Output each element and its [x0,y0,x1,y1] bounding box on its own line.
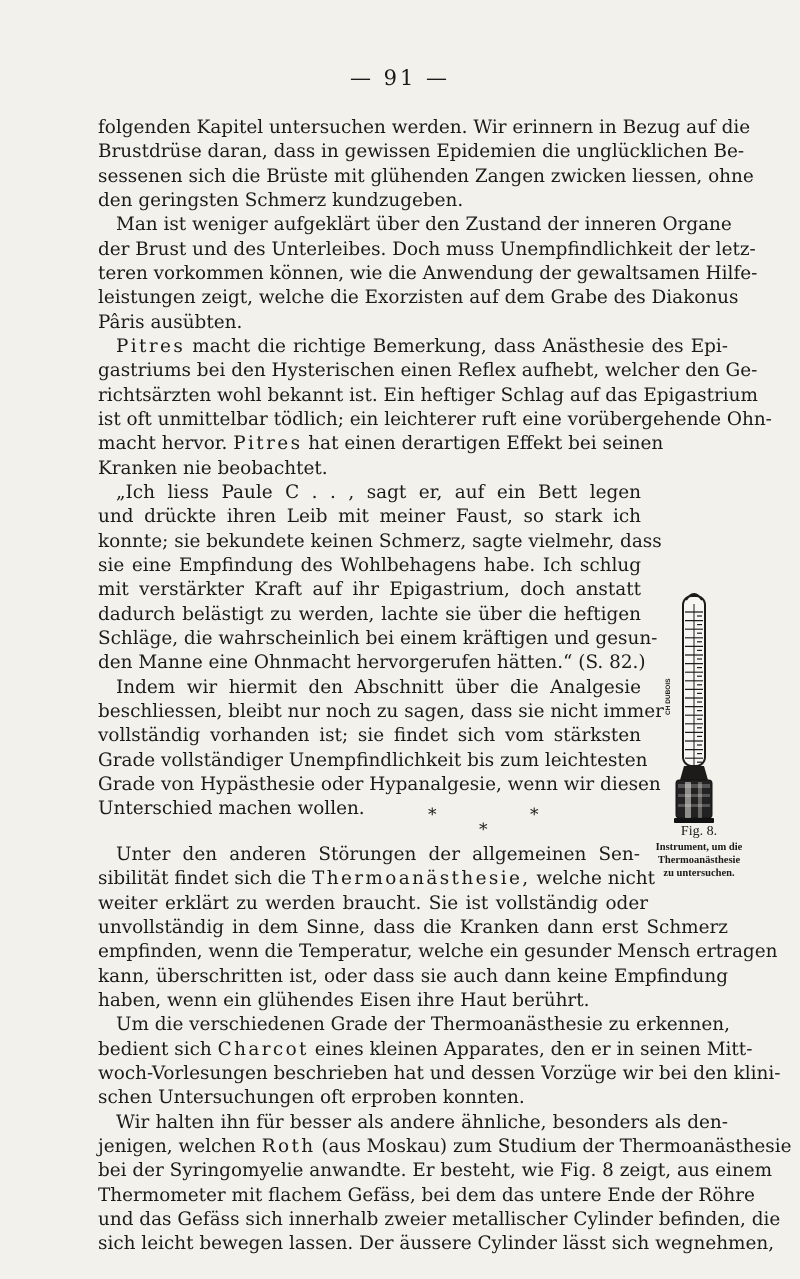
maker-mark: CH DUBOIS [665,678,672,715]
text-line: Pâris ausübten. [98,312,243,333]
text-line: weiter erklärt zu werden braucht. Sie ist vollständig oder [98,893,648,914]
text-line: dadurch belästigt zu werden, lachte sie über die heftigen [98,604,641,625]
page-number: — 91 — [349,66,451,90]
author-name: Roth [261,1136,316,1157]
text-line: und das Gefäss sich innerhalb zweier metallischer Cylinder befinden, die [98,1209,781,1230]
text-line: sessenen sich die Brüste mit glühenden Zangen zwicken liessen, ohne [98,166,754,187]
text-line: ist oft unmittelbar tödlich; ein leichterer ruft eine vorübergehende Ohn- [98,409,772,430]
text-line: Pitres macht die richtige Bemerkung, dass Anästhesie des Epi- [116,336,728,357]
author-name: Pitres [116,336,186,357]
text-line: Schläge, die wahrscheinlich bei einem kräftigen und gesun- [98,628,658,649]
text-line: jenigen, welchen Roth (aus Moskau) zum Studium der Thermoanästhesie [98,1136,792,1157]
text-line: Unterschied machen wollen. [98,798,365,819]
star: * [428,805,437,825]
text-line: Unter den anderen Störungen der allgemeinen Sen- [116,844,640,865]
author-name: Charcot [217,1039,309,1060]
author-name: Pitres [233,433,303,454]
text-line: und drückte ihren Leib mit meiner Faust, so stark ich [98,506,641,527]
text-line: macht hervor. Pitres hat einen derartigen Effekt bei seinen [98,433,664,454]
text-line: Grade vollständiger Unempfindlichkeit bis zum leichtesten [98,750,648,771]
section-break-stars [428,805,548,841]
text-line: unvollständig in dem Sinne, dass die Kranken dann erst Schmerz [98,917,728,938]
text-line: schen Untersuchungen oft erproben konnten. [98,1087,525,1108]
text-line: konnte; sie bekundete keinen Schmerz, sagte vielmehr, dass [98,531,662,552]
text-line: Um die verschiedenen Grade der Thermoanästhesie zu erkennen, [116,1014,730,1035]
figure-caption [644,823,754,880]
caption-line: Thermoanästhesie [657,855,741,866]
text-line: teren vorkommen können, wie die Anwendung der gewaltsamen Hilfe- [98,263,758,284]
figure-label: Fig. 8. [680,824,718,839]
text-line: sich leicht bewegen lassen. Der äussere Cylinder lässt sich wegnehmen, [98,1233,775,1254]
text-line: Grade von Hypästhesie oder Hypanalgesie, wenn wir diesen [98,774,661,795]
text-line: haben, wenn ein glühendes Eisen ihre Haut berührt. [98,990,590,1011]
text-line: kann, überschritten ist, oder dass sie auch dann keine Empfindung [98,966,728,987]
text-line: den Manne eine Ohnmacht hervorgerufen hätten.“ (S. 82.) [98,652,646,673]
text-line: der Brust und des Unterleibes. Doch muss Unempfindlichkeit der letz- [98,239,756,260]
text-line: leistungen zeigt, welche die Exorzisten auf dem Grabe des Diakonus [98,287,739,308]
text-line: richtsärzten wohl bekannt ist. Ein heftiger Schlag auf das Epigastrium [98,385,758,406]
text-line: mit verstärkter Kraft auf ihr Epigastrium, doch anstatt [98,579,641,600]
figure-thermometer-instrument [650,590,740,825]
text-line: woch-Vorlesungen beschrieben hat und dessen Vorzüge wir bei den klini- [98,1063,781,1084]
text-line: sibilität findet sich die Thermoanästhesie, welche nicht [98,868,656,889]
star: * [479,820,488,840]
caption-line: Instrument, um die [655,842,743,853]
text-line: den geringsten Schmerz kundzugeben. [98,190,464,211]
text-line: bedient sich Charcot eines kleinen Apparates, den er in seinen Mitt- [98,1039,753,1060]
text-line: Wir halten ihn für besser als andere ähnliche, besonders als den- [116,1112,728,1133]
text-line: Thermometer mit flachem Gefäss, bei dem das untere Ende der Röhre [98,1185,755,1206]
star: * [530,805,539,825]
text-line: gastriums bei den Hysterischen einen Reflex aufhebt, welcher den Ge- [98,360,758,381]
text-line: Man ist weniger aufgeklärt über den Zustand der inneren Organe [116,214,732,235]
text-line: folgenden Kapitel untersuchen werden. Wir erinnern in Bezug auf die [98,117,751,138]
text-line: vollständig vorhanden ist; sie findet sich vom stärksten [98,725,641,746]
text-line: „Ich liess Paule C . . , sagt er, auf ein Bett legen [116,482,641,503]
text-line: Kranken nie beobachtet. [98,458,328,479]
text-line: empfinden, wenn die Temperatur, welche ein gesunder Mensch ertragen [98,941,778,962]
caption-line: zu untersuchen. [663,868,735,879]
term-thermoanaesthesie: Thermoanästhesie, [312,868,531,889]
thermometer-illustration [650,590,740,825]
text-line: sie eine Empfindung des Wohlbehagens habe. Ich schlug [98,555,641,576]
text-line: Indem wir hiermit den Abschnitt über die Analgesie [116,677,641,698]
text-line: Brustdrüse daran, dass in gewissen Epidemien die unglücklichen Be- [98,141,745,162]
text-line: bei der Syringomyelie anwandte. Er besteht, wie Fig. 8 zeigt, aus einem [98,1160,773,1181]
text-line: beschliessen, bleibt nur noch zu sagen, dass sie nicht immer [98,701,664,722]
